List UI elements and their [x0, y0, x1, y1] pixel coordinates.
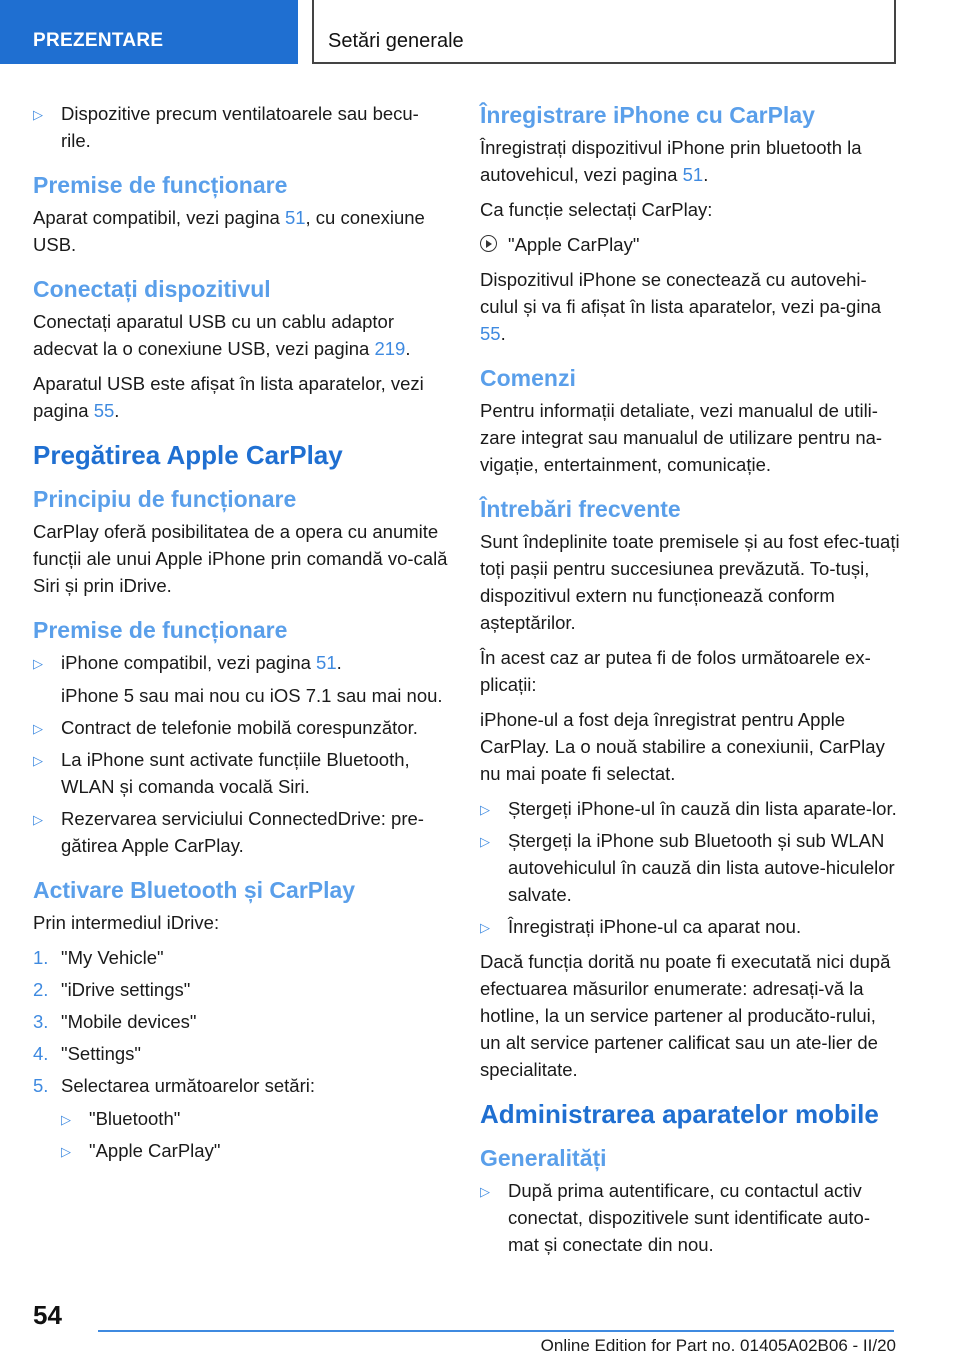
page-link[interactable]: 51 — [682, 164, 704, 185]
triangle-bullet-icon: ▷ — [480, 920, 490, 935]
section-heading: Întrebări frecvente — [480, 496, 681, 522]
footer-divider — [98, 1330, 894, 1332]
step-item: 5. Selectarea următoarelor setări: ▷ "Bluetooth" ▷ "Apple CarPlay" — [33, 1072, 448, 1164]
section-heading: Înregistrare iPhone cu CarPlay — [480, 102, 815, 128]
paragraph: Dispozitivul iPhone se conectează cu autovehi-culul și va fi afișat în lista aparatelor, vezi pa-gina 55. — [480, 269, 882, 344]
step-item: 4. "Settings" — [33, 1043, 141, 1064]
triangle-bullet-icon: ▷ — [480, 834, 490, 849]
list-item: ▷ Rezervarea serviciului ConnectedDrive: pre-gătirea Apple CarPlay. — [33, 808, 424, 856]
triangle-bullet-icon: ▷ — [33, 753, 43, 768]
triangle-bullet-icon: ▷ — [480, 1184, 490, 1199]
triangle-bullet-icon: ▷ — [33, 656, 43, 671]
paragraph: Sunt îndeplinite toate premisele și au fost efec-tuați toți pașii pentru succesiunea prevăzută. To-tuși, dispozitivul extern nu funcționează conform așteptărilor. — [480, 531, 900, 633]
paragraph: Dacă funcția dorită nu poate fi executată nici după efectuarea măsurilor enumerate: adresați-vă la hotline, la un service partener al producăto-rului, un alt service partener calificat sau un ate-lier de specialitate. — [480, 951, 891, 1080]
step-item: 1. "My Vehicle" — [33, 947, 164, 968]
paragraph: În acest caz ar putea fi de folos următoarele ex-plicații: — [480, 647, 871, 695]
paragraph: Ca funcție selectați CarPlay: — [480, 199, 713, 220]
faq-list — [480, 795, 900, 940]
chapter-title[interactable]: Setări generale — [312, 0, 896, 64]
list-item: ▷ "Bluetooth" — [61, 1105, 448, 1132]
paragraph: Pentru informații detaliate, vezi manualul de utili-zare integrat sau manualul de utilizare pentru na-vigație, entertainment, comunicație. — [480, 400, 883, 475]
paragraph: Conectați aparatul USB cu un cablu adaptor adecvat la o conexiune USB, vezi pagina 219. — [33, 311, 411, 359]
step-item: 3. "Mobile devices" — [33, 1011, 197, 1032]
triangle-bullet-icon: ▷ — [33, 107, 43, 122]
paragraph: iPhone-ul a fost deja înregistrat pentru Apple CarPlay. La o nouă stabilire a conexiunii, CarPlay nu mai poate fi selectat. — [480, 709, 885, 784]
chapter-heading: Pregătirea Apple CarPlay — [33, 440, 343, 470]
list-item: ▷ Contract de telefonie mobilă corespunzător. — [33, 714, 448, 741]
chapter-heading: Administrarea aparatelor mobile — [480, 1099, 879, 1129]
left-column — [33, 100, 448, 1172]
paragraph: Înregistrați dispozitivul iPhone prin bluetooth la autovehicul, vezi pagina 51. — [480, 137, 862, 185]
paragraph: CarPlay oferă posibilitatea de a opera cu anumite funcții ale unui Apple iPhone prin comandă vo-cală Siri și prin iDrive. — [33, 521, 448, 596]
paragraph: Aparat compatibil, vezi pagina 51, cu conexiune USB. — [33, 207, 425, 255]
section-heading: Comenzi — [480, 365, 576, 391]
premise-list — [33, 649, 448, 859]
general-list — [480, 1177, 900, 1258]
section-heading: Premise de funcționare — [33, 172, 288, 198]
triangle-bullet-icon: ▷ — [33, 812, 43, 827]
list-item: ▷ Ștergeți la iPhone sub Bluetooth și sub WLAN autovehiculul în cauză din lista autove-hiculelor salvate. — [480, 830, 895, 905]
footer-edition: Online Edition for Part no. 01405A02B06 - II/20 — [540, 1336, 896, 1355]
list-item: ▷ Dispozitive precum ventilatoarele sau becu-rile. — [33, 103, 419, 151]
page-link[interactable]: 55 — [93, 400, 115, 421]
list-item: ▷ Înregistrați iPhone-ul ca aparat nou. — [480, 913, 900, 940]
section-tab[interactable]: PREZENTARE — [0, 0, 298, 64]
page-link[interactable]: 51 — [316, 652, 337, 673]
triangle-bullet-icon: ▷ — [33, 721, 43, 736]
play-circle-icon — [480, 235, 497, 252]
list-item: ▷ "Apple CarPlay" — [61, 1137, 448, 1164]
sub-list — [61, 1105, 448, 1164]
triangle-bullet-icon: ▷ — [480, 802, 490, 817]
step-item: 2. "iDrive settings" — [33, 979, 191, 1000]
section-heading: Premise de funcționare — [33, 617, 288, 643]
paragraph: Prin intermediul iDrive: — [33, 912, 220, 933]
page-link[interactable]: 219 — [374, 338, 406, 359]
list-item: ▷ iPhone compatibil, vezi pagina 51. iPhone 5 sau mai nou cu iOS 7.1 sau mai nou. — [33, 652, 443, 706]
list-item: ▷ La iPhone sunt activate funcțiile Bluetooth, WLAN și comanda vocală Siri. — [33, 749, 410, 797]
right-column — [480, 100, 900, 1266]
section-heading: Principiu de funcționare — [33, 486, 297, 512]
steps-list — [33, 944, 448, 1164]
section-heading: Generalități — [480, 1145, 607, 1171]
list-item: ▷ Ștergeți iPhone-ul în cauză din lista aparate-lor. — [480, 795, 900, 822]
page-link[interactable]: 55 — [480, 323, 501, 344]
menu-option: "Apple CarPlay" — [480, 231, 900, 258]
page-number: 54 — [33, 1300, 62, 1330]
triangle-bullet-icon: ▷ — [61, 1144, 71, 1159]
page-header — [0, 0, 960, 66]
section-heading: Activare Bluetooth și CarPlay — [33, 877, 356, 903]
section-heading: Conectați dispozitivul — [33, 276, 271, 302]
page-link[interactable]: 51 — [284, 207, 306, 228]
intro-list — [33, 100, 448, 154]
paragraph: Aparatul USB este afișat în lista aparatelor, vezi pagina 55. — [33, 373, 424, 421]
list-item: ▷ După prima autentificare, cu contactul activ conectat, dispozitivele sunt identificate auto-mat și conectate din nou. — [480, 1180, 870, 1255]
triangle-bullet-icon: ▷ — [61, 1112, 71, 1127]
